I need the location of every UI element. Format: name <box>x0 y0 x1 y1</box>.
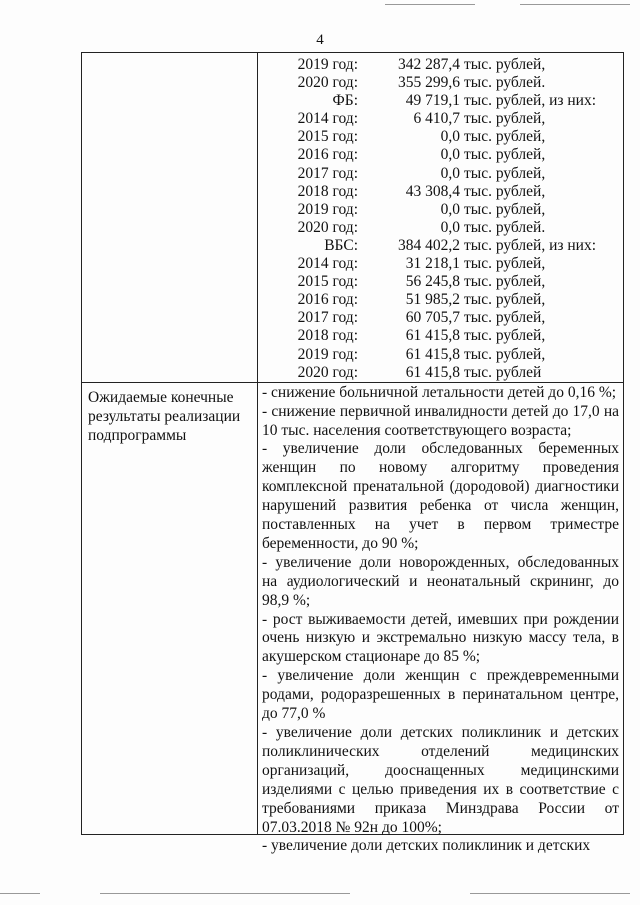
finance-year-label: ФБ: <box>332 92 358 110</box>
finance-row-item <box>258 327 623 345</box>
finance-amount: 6 410,7 <box>413 110 460 128</box>
result-item: - увеличение доли новорожденных, обследованных на аудиологический и неонатальный скрининг, до 98,9 %; <box>262 553 619 609</box>
bottom-edge-line <box>100 893 350 894</box>
finance-unit: тыс. рублей <box>464 363 542 381</box>
finance-amount: 355 299,6 <box>398 74 460 92</box>
finance-unit: тыс. рублей, <box>464 182 546 200</box>
finance-year-label: 2020 год: <box>297 363 358 381</box>
finance-amount: 0,0 <box>440 200 460 218</box>
finance-row <box>82 53 624 383</box>
results-title: Ожидаемые конечные результаты реализации подпрограммы <box>88 388 241 444</box>
finance-year-label: 2018 год: <box>297 327 358 345</box>
finance-amount: 51 985,2 <box>405 291 460 309</box>
result-item: - увеличение доли женщин с преждевременными родами, родоразрешенных в перинатальном центре, до 77,0 % <box>262 667 619 723</box>
result-item: - снижение первичной инвалидности детей до 17,0 на 10 тыс. населения соответствующего возраста; <box>262 402 619 439</box>
finance-unit: тыс. рублей, из них: <box>464 92 597 110</box>
finance-row-item <box>258 273 623 291</box>
finance-year-label: 2020 год: <box>297 218 358 236</box>
finance-row-item <box>258 128 623 146</box>
finance-year-label: 2014 год: <box>297 110 358 128</box>
finance-row-item <box>258 201 623 219</box>
finance-label-cell <box>82 53 258 383</box>
finance-unit: тыс. рублей, <box>464 255 546 273</box>
finance-amount: 0,0 <box>440 218 460 236</box>
finance-year-label: 2019 год: <box>297 200 358 218</box>
finance-year-label: ВБС: <box>324 236 358 254</box>
result-item: - рост выживаемости детей, имевших при рождении очень низкую и экстремально низкую массу тела, в акушерском стационаре до 85 %; <box>262 610 619 666</box>
finance-cell <box>258 53 624 383</box>
finance-row-item <box>258 309 623 327</box>
result-item: - увеличение доли обследованных беременных женщин по новому алгоритму проведения комплексной пренатальной (дородовой) диагностики нарушений развития ребенка от числа женщин, поставленных на учет в первом триместре беременности, до 90 %; <box>262 440 619 552</box>
finance-amount: 56 245,8 <box>405 273 460 291</box>
finance-unit: тыс. рублей, <box>464 56 546 73</box>
program-table <box>81 52 624 855</box>
finance-amount: 60 705,7 <box>405 309 460 327</box>
finance-amount: 61 415,8 <box>405 345 460 363</box>
finance-unit: тыс. рублей, <box>464 200 546 218</box>
finance-row-item <box>258 255 623 273</box>
result-item: - увеличение доли детских поликлиник и детских <box>262 837 591 855</box>
finance-year-label: 2017 год: <box>297 164 358 182</box>
finance-year-label: 2014 год: <box>297 255 358 273</box>
finance-amount: 49 719,1 <box>405 92 460 110</box>
results-cell <box>258 382 624 855</box>
finance-year-label: 2019 год: <box>297 345 358 363</box>
top-edge-line <box>385 4 475 5</box>
finance-unit: тыс. рублей. <box>464 74 546 92</box>
finance-list <box>258 53 623 382</box>
finance-unit: тыс. рублей, <box>464 128 546 146</box>
finance-amount: 342 287,4 <box>398 56 460 73</box>
finance-row-item <box>258 183 623 201</box>
finance-amount: 0,0 <box>440 164 460 182</box>
finance-amount: 0,0 <box>440 146 460 164</box>
finance-row-item <box>258 165 623 183</box>
finance-unit: тыс. рублей, <box>464 273 546 291</box>
finance-year-label: 2015 год: <box>297 273 358 291</box>
finance-unit: тыс. рублей, <box>464 345 546 363</box>
results-list <box>258 383 623 855</box>
finance-unit: тыс. рублей, из них: <box>464 236 597 254</box>
finance-year-label: 2015 год: <box>297 128 358 146</box>
finance-unit: тыс. рублей, <box>464 291 546 309</box>
finance-year-label: 2017 год: <box>297 309 358 327</box>
finance-unit: тыс. рублей, <box>464 110 546 128</box>
finance-year-label: 2016 год: <box>297 146 358 164</box>
result-item: - увеличение доли детских поликлиник и детских поликлинических отделений медицинских организаций, дооснащенных медицинскими изделиями с целью приведения их в соответствие с требованиями приказа Минздрава России от 07.03.2018 № 92н до 100%; <box>262 724 619 836</box>
finance-row-item <box>258 74 623 92</box>
finance-year-label: 2019 год: <box>297 56 358 73</box>
page-number: 4 <box>316 32 324 48</box>
finance-amount: 43 308,4 <box>405 182 460 200</box>
bottom-edge-line <box>470 893 630 894</box>
finance-year-label: 2016 год: <box>297 291 358 309</box>
bottom-edge-line <box>0 893 40 894</box>
finance-amount: 61 415,8 <box>405 363 460 381</box>
results-title-cell <box>82 382 258 834</box>
finance-unit: тыс. рублей, <box>464 146 546 164</box>
finance-row-item <box>258 146 623 164</box>
finance-row-item <box>258 92 623 110</box>
finance-row-item <box>258 110 623 128</box>
finance-row-item <box>258 219 623 237</box>
finance-row-item <box>258 346 623 364</box>
finance-year-label: 2020 год: <box>297 74 358 92</box>
top-edge-line <box>520 4 630 5</box>
finance-unit: тыс. рублей. <box>464 218 546 236</box>
finance-amount: 61 415,8 <box>405 327 460 345</box>
finance-row-item <box>258 364 623 382</box>
finance-row-item <box>258 237 623 255</box>
result-item: - снижение больничной летальности детей до 0,16 %; <box>262 383 617 401</box>
finance-amount: 384 402,2 <box>398 236 460 254</box>
results-row <box>82 382 624 834</box>
finance-row-item <box>258 56 623 74</box>
finance-year-label: 2018 год: <box>297 182 358 200</box>
finance-unit: тыс. рублей, <box>464 327 546 345</box>
finance-amount: 0,0 <box>440 128 460 146</box>
finance-unit: тыс. рублей, <box>464 164 546 182</box>
finance-unit: тыс. рублей, <box>464 309 546 327</box>
finance-row-item <box>258 291 623 309</box>
finance-amount: 31 218,1 <box>405 255 460 273</box>
